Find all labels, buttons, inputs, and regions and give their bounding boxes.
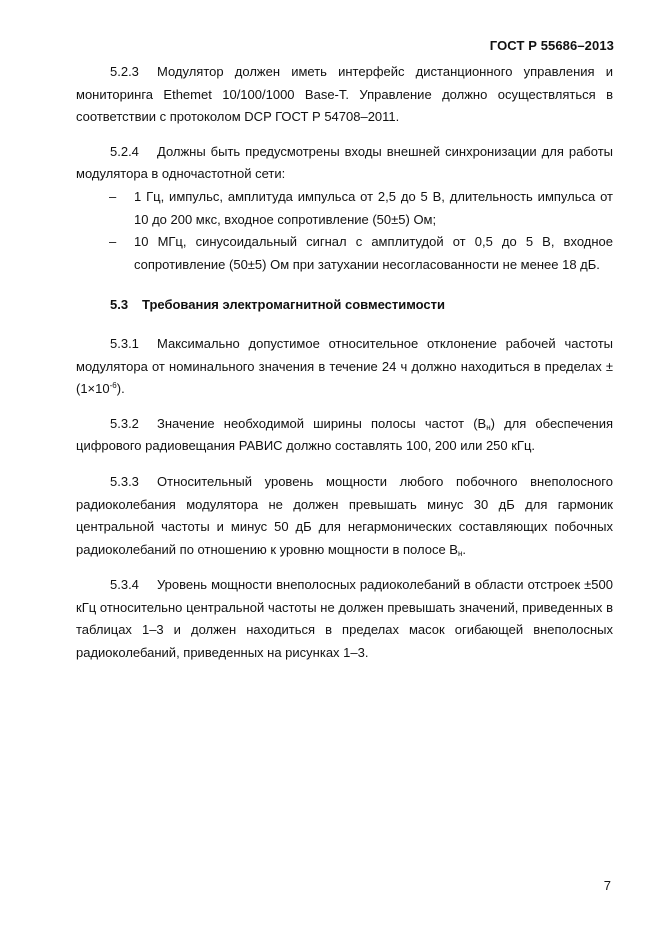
clause-text: Должны быть предусмотрены входы внешней синхронизации для работы модулятора в одночастотной сети: bbox=[76, 143, 613, 182]
standard-id-header: ГОСТ Р 55686–2013 bbox=[489, 38, 614, 53]
clause-text: Уровень мощности внеполосных радиоколебаний в области отстроек ±500 кГц относительно центральной частоты не должен превышать значений, приведенных в таблицах 1–3 и должен находиться в пределах масок огибающей внеполосных радиоколебаний, приведенных на рисунках 1–3. bbox=[76, 577, 613, 661]
paragraph-5-2-3 bbox=[76, 61, 613, 129]
clause-text: Модулятор должен иметь интерфейс дистанционного управления и мониторинга Ethemet 10/100/1000 Base-T. Управление должно осуществляться в соответствии с протоколом DCP ГОСТ Р 54708–2011. bbox=[76, 64, 613, 125]
section-title: Требования электромагнитной совместимости bbox=[142, 297, 446, 313]
section-number: 5.3 bbox=[110, 297, 129, 313]
sync-inputs-list bbox=[76, 186, 613, 276]
subscript: н bbox=[486, 422, 491, 432]
clause-number: 5.3.4 bbox=[110, 577, 139, 593]
clause-number: 5.3.1 bbox=[110, 335, 139, 351]
paragraph-5-2-4 bbox=[76, 141, 613, 186]
clause-text: Относительный уровень мощности любого побочного внеполосного радиоколебания модулятора не должен превышать минус 30 дБ для гармоник центральной частоты и минус 50 дБ для негармонических составляющих побочных радиоколебаний по отношению к уровню мощности в полосе B bbox=[76, 473, 613, 557]
clause-text: Максимально допустимое относительное отклонение рабочей частоты модулятора от номинального значения в течение 24 ч должно находиться в пределах ±(1×10 bbox=[76, 335, 613, 397]
clause-number: 5.2.3 bbox=[110, 64, 139, 79]
list-item-text: 10 МГц, синусоидальный сигнал с амплитудой от 0,5 до 5 В, входное сопротивление (50±5) Ом при затухании несогласованности не менее 18 дБ. bbox=[134, 234, 613, 272]
page-number: 7 bbox=[603, 878, 611, 893]
clause-text-after: ) для обеспечения цифрового радиовещания РАВИС должно составлять 100, 200 или 250 кГц. bbox=[76, 415, 613, 454]
list-dash: – bbox=[109, 234, 117, 250]
clause-text: Значение необходимой ширины полосы частот (B bbox=[157, 415, 487, 431]
list-item bbox=[76, 186, 613, 231]
exponent: -6 bbox=[109, 381, 117, 391]
list-item-text: 1 Гц, импульс, амплитуда импульса от 2,5 до 5 В, длительность импульса от 10 до 200 мкс, входное сопротивление (50±5) Ом; bbox=[134, 188, 613, 227]
clause-tail: ). bbox=[116, 381, 125, 397]
clause-number: 5.3.3 bbox=[110, 473, 139, 489]
paragraph-5-3-3 bbox=[76, 471, 613, 561]
clause-number: 5.3.2 bbox=[110, 415, 139, 431]
paragraph-5-3-4 bbox=[76, 574, 613, 664]
section-heading-5-3 bbox=[76, 294, 613, 317]
list-item bbox=[76, 231, 613, 276]
subscript: н bbox=[457, 548, 463, 558]
clause-number: 5.2.4 bbox=[110, 143, 139, 159]
clause-tail: . bbox=[462, 541, 467, 557]
document-body bbox=[76, 61, 613, 665]
list-dash: – bbox=[109, 188, 117, 204]
paragraph-5-3-1 bbox=[76, 333, 613, 401]
paragraph-5-3-2 bbox=[76, 413, 613, 458]
